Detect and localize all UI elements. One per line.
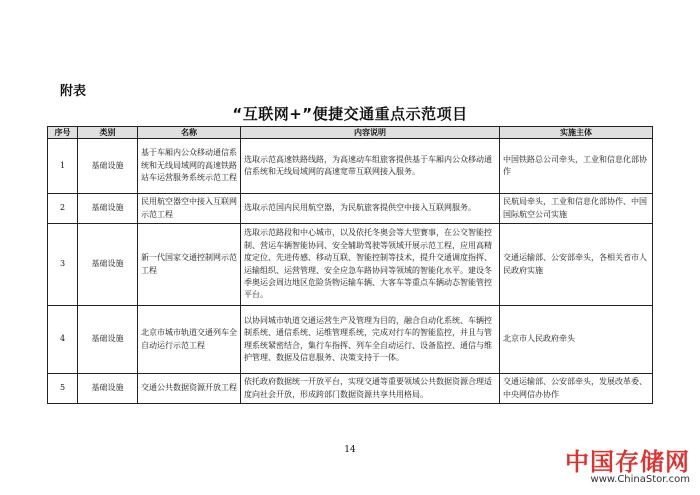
row-num: 1 — [48, 139, 78, 194]
table-row — [48, 194, 653, 224]
header-description: 内容说明 — [241, 127, 500, 139]
row-name: 交通公共数据资源开放工程 — [138, 374, 241, 404]
table-row — [48, 374, 653, 404]
projects-table — [47, 126, 653, 404]
row-name: 北京市城市轨道交通列车全自动运行示范工程 — [138, 306, 241, 374]
row-name: 新一代国家交通控制网示范工程 — [138, 224, 241, 306]
header-num: 序号 — [48, 127, 78, 139]
row-description: 依托政府数据统一开放平台，实现交通等重要领域公共数据资源合理适度向社会开放，形成跨部门数据资源共享共用格局。 — [241, 374, 500, 404]
row-description: 选取示范国内民用航空器，为民航旅客提供空中接入互联网服务。 — [241, 194, 500, 224]
document-title: “互联网+”便捷交通重点示范项目 — [232, 105, 468, 123]
row-category: 基础设施 — [78, 306, 138, 374]
row-implementer: 北京市人民政府牵头 — [500, 306, 653, 374]
page-label: 附表 — [60, 84, 87, 99]
row-implementer: 民航局牵头，工业和信息化部协作、中国国际航空公司实施 — [500, 194, 653, 224]
row-description: 以协同城市轨道交通运营生产及管理为目的，融合自动化系统、车辆控制系统、通信系统、运维管理系统，完成对行车的智能监控，并且与管理系统紧密结合，集行车指挥、列车全自动运行、设备监控、通信与维护管理、数据及信息服务、决策支持于一体。 — [241, 306, 500, 374]
row-implementer: 交通运输部、公安部牵头，发展改革委、中央网信办协作 — [500, 374, 653, 404]
row-name: 民用航空器空中接入互联网示范工程 — [138, 194, 241, 224]
row-category: 基础设施 — [78, 224, 138, 306]
row-num: 5 — [48, 374, 78, 404]
table-row — [48, 306, 653, 374]
row-description: 选取示范路段和中心城市，以及依托冬奥会等大型赛事，在公交智能控制、营运车辆智能协同、安全辅助驾驶等领域开展示范工程，应用高精度定位、先进传感、移动互联、智能控制等技术，提升交通调度指挥、运输组织、运营管理、安全应急车路协同等领域的智能化水平。建设冬季奥运会周边地区危险货物运输车辆、大客车等重点车辆动态智能管控平台。 — [241, 224, 500, 306]
watermark-text: 中国存储网 — [565, 448, 690, 476]
table-row — [48, 139, 653, 194]
table-row — [48, 224, 653, 306]
row-category: 基础设施 — [78, 194, 138, 224]
page-number: 14 — [344, 445, 356, 455]
watermark-url: www.ChinaStor.com — [590, 474, 690, 485]
row-num: 2 — [48, 194, 78, 224]
header-category: 类别 — [78, 127, 138, 139]
header-name: 名称 — [138, 127, 241, 139]
row-category: 基础设施 — [78, 139, 138, 194]
row-description: 选取示范高速铁路线路，为高速动车组旅客提供基于车厢内公众移动通信系统和无线局域网的高速宽带互联网接入服务。 — [241, 139, 500, 194]
row-name: 基于车厢内公众移动通信系统和无线局域网的高速铁路站车运营服务系统示范工程 — [138, 139, 241, 194]
row-implementer: 交通运输部、公安部牵头，各相关省市人民政府实施 — [500, 224, 653, 306]
row-implementer: 中国铁路总公司牵头，工业和信息化部协作 — [500, 139, 653, 194]
watermark-logo — [565, 450, 690, 485]
table-header-row — [48, 127, 653, 139]
row-category: 基础设施 — [78, 374, 138, 404]
row-num: 3 — [48, 224, 78, 306]
header-implementer: 实施主体 — [500, 127, 653, 139]
row-num: 4 — [48, 306, 78, 374]
